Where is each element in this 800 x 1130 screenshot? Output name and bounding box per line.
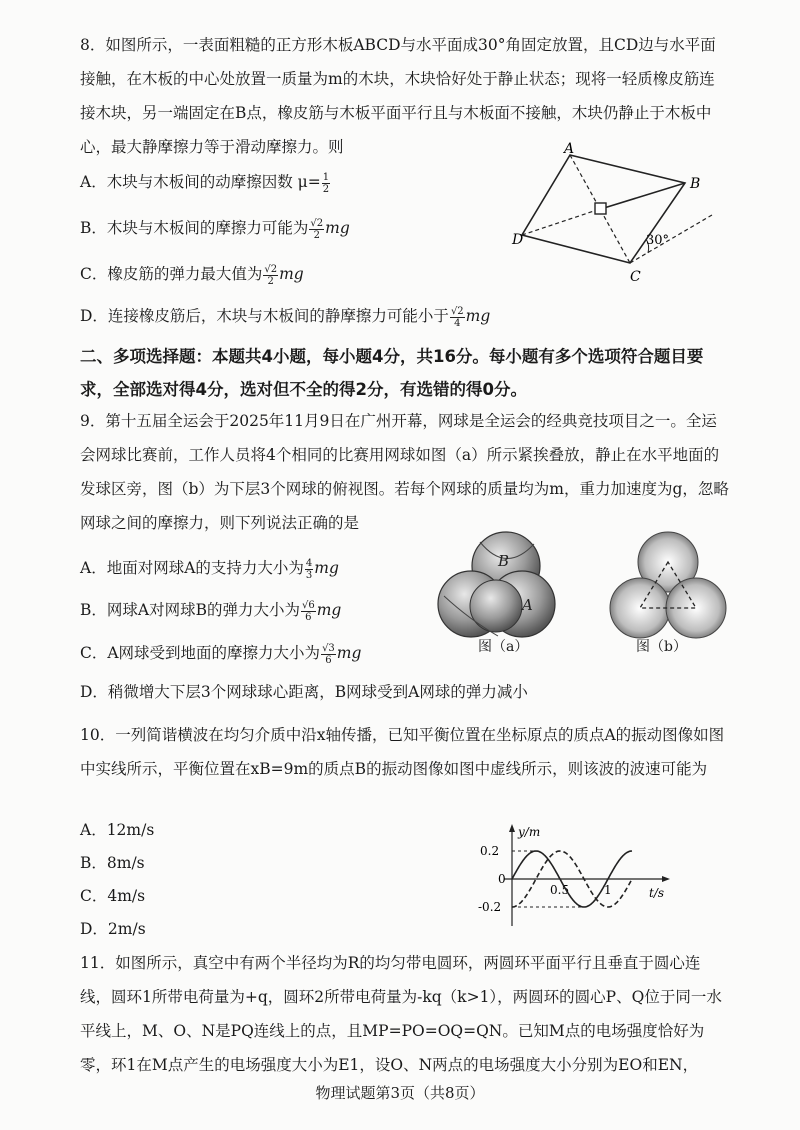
q9-option-b: B．网球A对网球B的弹力大小为 $\frac{√6}{6}$ mg xyxy=(80,599,342,623)
q8-option-b: B．木块与木板间的摩擦力可能为 $\frac{√2}{2}$ mg xyxy=(80,217,350,241)
y-axis-arrow xyxy=(509,824,515,832)
label-d: D xyxy=(512,232,524,248)
label-a: A xyxy=(564,141,575,157)
ball-a-label: A xyxy=(522,596,533,614)
page-footer: 物理试题第3页（共8页） xyxy=(315,1084,485,1102)
y-tick-label-bottom: -0.2 xyxy=(478,900,502,914)
q10-option-a: A．12m/s xyxy=(80,821,155,839)
q9-figure-b xyxy=(612,530,724,638)
q9-caption-b: 图（b） xyxy=(636,639,687,655)
q8-option-c: C．橡皮筋的弹力最大值为 $\frac{√2}{2}$ mg xyxy=(80,263,304,287)
q8-stem: 8．如图所示，一表面粗糙的正方形木板ABCD与水平面成30°角固定放置，且CD边与水平面接触，在木板的中心处放置一质量为m的木块，木块恰好处于静止状态；现将一轻质橡皮筋连接木块，另一端固定在B点，橡皮筋与木板平面平行且与木板面不接触，木块仍静止于木板中心，最大静摩擦力等于滑动摩擦力。则 xyxy=(80,36,716,156)
q9-stem: 9．第十五届全运会于2025年11月9日在广州开幕，网球是全运会的经典竞技项目之一。全运会网球比赛前，工作人员将4个相同的比赛用网球如图（a）所示紧挨叠放，静止在水平地面的发球区旁，图（b）为下层3个网球的俯视图。若每个网球的质量均为m，重力加速度为g，忽略网球之间的摩擦力，则下列说法正确的是 xyxy=(80,412,729,532)
q8-option-a: A．木块与木板间的动摩擦因数 μ= $\frac{1}{2}$ xyxy=(80,171,330,195)
x-axis-label: t/s xyxy=(649,886,665,900)
label-b: B xyxy=(690,176,701,192)
q9-option-d: D．稍微增大下层3个网球球心距离，B网球受到A网球的弹力减小 xyxy=(80,683,528,701)
q10-option-b: B．8m/s xyxy=(80,854,145,872)
x-axis-arrow xyxy=(662,876,670,882)
q9-option-a: A．地面对网球A的支持力大小为 $\frac{4}{3}$ mg xyxy=(80,557,339,581)
x-tick-label-one: 1 xyxy=(604,883,612,897)
label-angle: 30° xyxy=(646,233,670,248)
vibration-graph xyxy=(476,822,676,928)
horizontal-ref-line xyxy=(630,215,712,263)
y-tick-label-zero: 0 xyxy=(498,872,506,886)
y-axis-label: y/m xyxy=(518,825,541,839)
q9-option-c: C．A网球受到地面的摩擦力大小为 $\frac{√3}{6}$ mg xyxy=(80,642,362,666)
label-c: C xyxy=(630,269,641,285)
q10-option-c: C．4m/s xyxy=(80,887,146,905)
wood-block xyxy=(595,203,606,214)
y-tick-label-top: 0.2 xyxy=(480,844,500,858)
top-view-ball-left xyxy=(610,578,670,638)
q8-board-figure xyxy=(500,141,730,285)
q10-option-d: D．2m/s xyxy=(80,920,146,938)
section-2-header: 二、多项选择题：本题共4小题，每小题4分，共16分。每小题有多个选项符合题目要求，全部选对得4分，选对但不全的得2分，有选错的得0分。 xyxy=(80,347,704,399)
q9-caption-a: 图（a） xyxy=(478,639,529,655)
ball-b-label: B xyxy=(498,552,510,570)
top-view-ball-right xyxy=(666,578,726,638)
tennis-ball-back xyxy=(470,580,522,632)
q11-stem: 11．如图所示，真空中有两个半径均为R的均匀带电圆环，两圆环平面平行且垂直于圆心连线，圆环1所带电荷量为+q，圆环2所带电荷量为-kq（k>1），两圆环的圆心P、Q位于同一水平线上，M、O、N是PQ连线上的点，且MP=PO=OQ=QN。已知M点的电场强度恰好为零，环1在M点产生的电场强度大小为E1，设O、N两点的电场强度大小分别为EO和EN， xyxy=(80,954,722,1074)
q9-figure-a xyxy=(436,530,576,640)
board-diagonal-bd xyxy=(522,209,600,235)
q8-option-d: D．连接橡皮筋后，木块与木板间的静摩擦力可能小于 $\frac{√2}{4}$ mg xyxy=(80,305,491,329)
rubber-band xyxy=(604,183,685,208)
q10-stem: 10．一列简谐横波在均匀介质中沿x轴传播，已知平衡位置在坐标原点的质点A的振动图像如图中实线所示，平衡位置在xB=9m的质点B的振动图像如图中虚线所示，则该波的波速可能为 xyxy=(80,726,725,778)
x-tick-label-half: 0.5 xyxy=(550,883,570,897)
